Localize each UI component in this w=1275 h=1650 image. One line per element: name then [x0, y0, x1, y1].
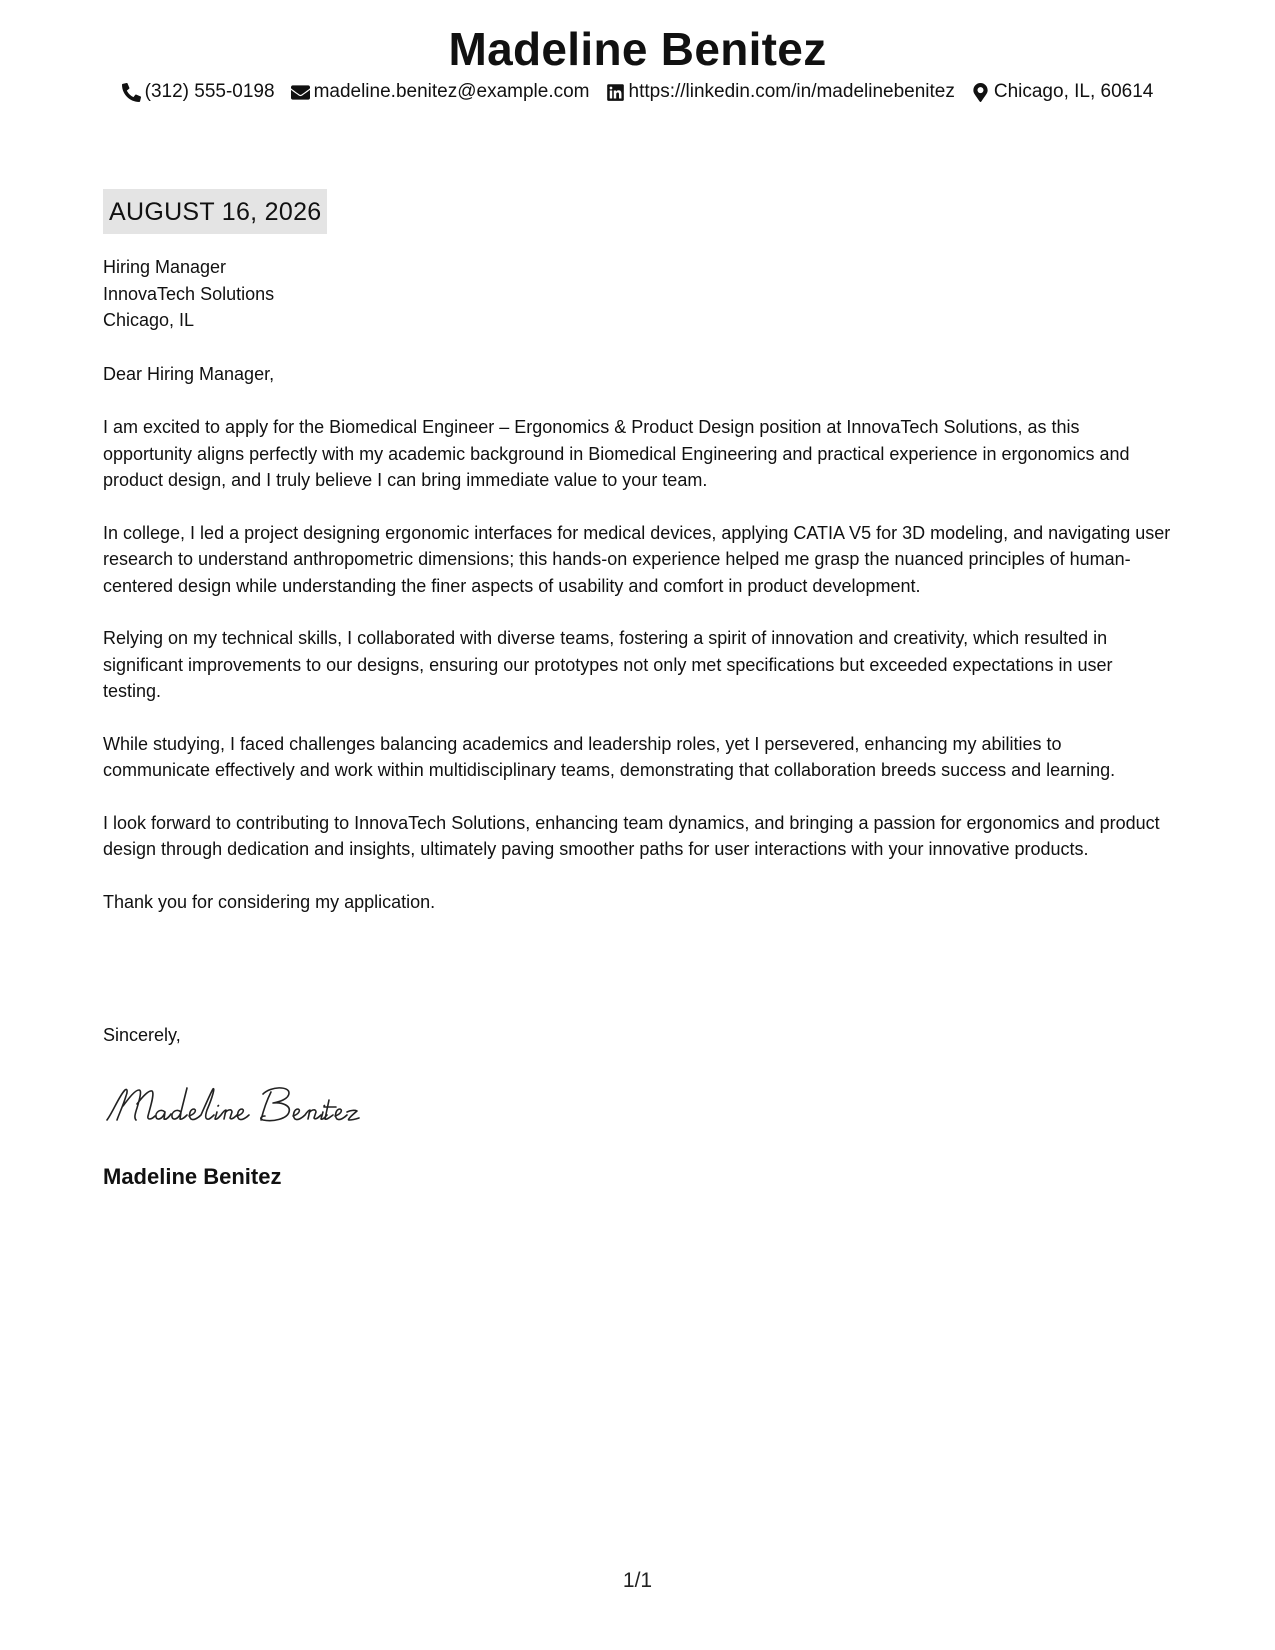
envelope-icon: [291, 83, 310, 102]
recipient-company: InnovaTech Solutions: [103, 283, 275, 304]
contact-linkedin: [606, 80, 955, 104]
map-marker-icon: [971, 83, 990, 102]
body-paragraph: Thank you for considering my application.: [103, 891, 436, 912]
linkedin-text: https://linkedin.com/in/madelinebenitez: [628, 81, 955, 102]
letter-body: [103, 414, 1173, 941]
location-text: Chicago, IL, 60614: [993, 81, 1154, 102]
linkedin-icon: [606, 83, 625, 102]
handwritten-signature: [103, 1082, 363, 1135]
applicant-name: Madeline Benitez: [448, 23, 827, 75]
body-paragraph: Relying on my technical skills, I collaborated with diverse teams, fostering a spirit of innovation and creativity, which resulted in significant improvements to our designs, ensuring our prototypes not only met specifications but exceeded expectations in user testing.: [103, 628, 1113, 701]
recipient-block: [103, 254, 1173, 334]
signer-name: Madeline Benitez: [103, 1164, 282, 1189]
email-text: madeline.benitez@example.com: [313, 81, 590, 102]
signature-image: [103, 1082, 363, 1130]
body-paragraph: While studying, I faced challenges balancing academics and leadership roles, yet I persevered, enhancing my abilities to communicate effectively and work within multidisciplinary teams, demonstrating that collaboration breeds success and learning.: [103, 733, 1116, 780]
closing: Sincerely,: [103, 1025, 181, 1045]
phone-icon: [122, 83, 141, 102]
contact-phone: [122, 80, 275, 104]
body-paragraph: In college, I led a project designing ergonomic interfaces for medical devices, applying CATIA V5 for 3D modeling, and navigating user research to understand anthropometric dimensions; this hands-on experience helped me grasp the nuanced principles of human-centered design while understanding the finer aspects of usability and comfort in product development.: [103, 522, 1171, 596]
page-number: 1/1: [622, 1569, 653, 1592]
body-paragraph: I am excited to apply for the Biomedical Engineer – Ergonomics & Product Design position at InnovaTech Solutions, as this opportunity aligns perfectly with my academic background in Biomedical Engineering and practical experience in ergonomics and product design, and I truly believe I can bring immediate value to your team.: [103, 417, 1130, 490]
body-paragraph: I look forward to contributing to InnovaTech Solutions, enhancing team dynamics, and bringing a passion for ergonomics and product design through dedication and insights, ultimately paving smoother paths for user interactions with your innovative products.: [103, 812, 1160, 859]
recipient-location: Chicago, IL: [103, 310, 195, 330]
phone-text: (312) 555-0198: [144, 81, 275, 102]
contact-info-row: [0, 80, 1275, 104]
salutation: Dear Hiring Manager,: [103, 364, 275, 384]
contact-email: [291, 80, 590, 104]
recipient-title: Hiring Manager: [103, 257, 227, 277]
contact-location: [971, 80, 1154, 104]
letter-date: AUGUST 16, 2026: [103, 189, 327, 234]
